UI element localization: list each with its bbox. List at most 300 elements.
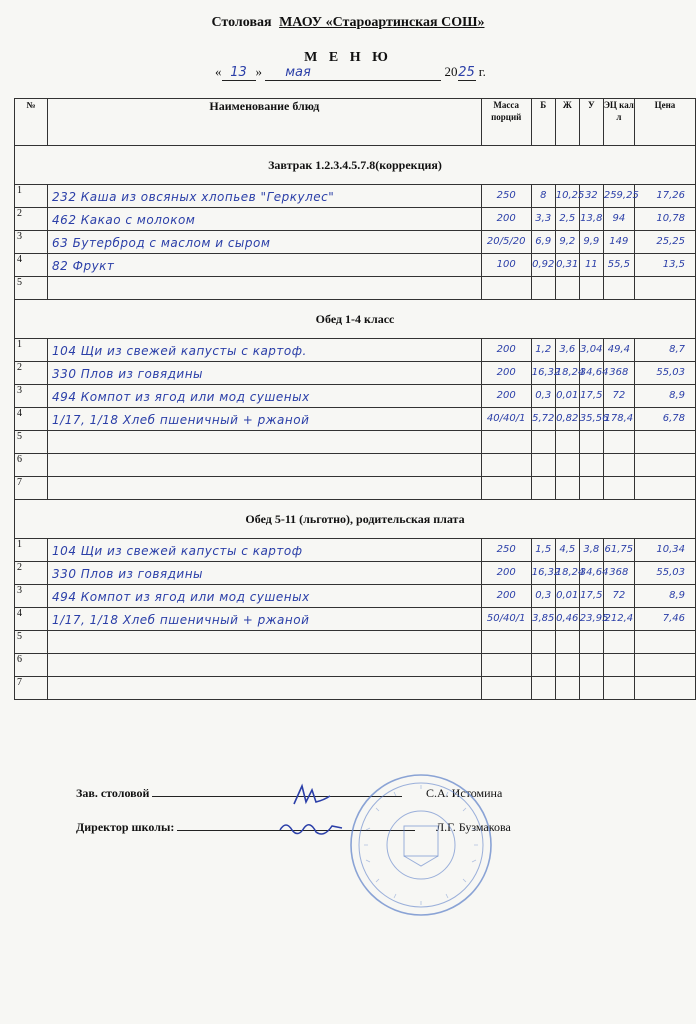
fat-cell	[555, 539, 579, 562]
energy-cell	[603, 454, 634, 477]
energy	[604, 431, 634, 436]
carbs: 17,5	[580, 590, 603, 601]
protein-cell	[531, 385, 555, 408]
portion-mass-cell	[481, 608, 531, 631]
energy	[604, 677, 634, 682]
protein: 3,85	[532, 613, 555, 624]
carbs-cell	[579, 608, 609, 631]
carbs-cell	[579, 477, 603, 500]
header-num: №	[15, 99, 48, 146]
fat: 10,25	[555, 190, 585, 201]
price-cell	[634, 608, 695, 631]
dish-name: 82 Фрукт	[52, 259, 115, 273]
fat-cell	[555, 408, 579, 431]
energy	[604, 277, 634, 282]
dish-name-cell	[48, 608, 482, 631]
portion-mass: 50/40/1	[486, 613, 526, 624]
portion-mass-cell	[481, 254, 531, 277]
portion-mass	[482, 677, 531, 682]
portion-mass-cell	[481, 231, 531, 254]
protein-cell	[531, 585, 555, 608]
protein	[532, 677, 555, 682]
price: 10,34	[656, 544, 685, 555]
protein: 8	[540, 190, 547, 201]
row-number-cell: 3	[15, 231, 48, 254]
energy	[604, 454, 634, 459]
price-cell	[634, 231, 695, 254]
dish-name-cell	[48, 362, 482, 385]
portion-mass: 250	[496, 190, 516, 201]
energy	[604, 477, 634, 482]
price-cell	[634, 408, 695, 431]
carbs-cell	[579, 277, 603, 300]
protein: 0,92	[532, 259, 555, 270]
section-title: Завтрак 1.2.3.4.5.7.8(коррекция)	[15, 146, 696, 185]
row-number-cell: 2	[15, 208, 48, 231]
price-cell	[634, 208, 695, 231]
table-row	[15, 208, 696, 231]
portion-mass: 100	[496, 259, 516, 270]
table-row	[15, 677, 696, 700]
row-number-cell: 6	[15, 654, 48, 677]
row-number-cell: 5	[15, 431, 48, 454]
portion-mass: 250	[496, 544, 516, 555]
carbs-cell	[579, 208, 603, 231]
portion-mass-cell	[481, 408, 531, 431]
portion-mass	[482, 277, 531, 282]
carbs-cell	[579, 654, 603, 677]
fat: 0,82	[556, 413, 579, 424]
portion-mass	[482, 631, 531, 636]
row-number-cell: 1	[15, 539, 48, 562]
energy-cell	[603, 677, 634, 700]
price-cell	[634, 339, 695, 362]
dish-name-cell	[48, 408, 482, 431]
protein: 16,32	[531, 567, 561, 578]
price-cell	[634, 539, 695, 562]
energy-cell	[603, 277, 634, 300]
protein-cell	[531, 654, 555, 677]
portion-mass-cell	[481, 362, 531, 385]
energy: 259,25	[603, 190, 639, 201]
carbs: 11	[584, 259, 598, 270]
portion-mass	[482, 454, 531, 459]
carbs	[580, 677, 603, 682]
carbs-cell	[579, 408, 609, 431]
dish-name: 1/17, 1/18 Хлеб пшеничный + ржаной	[52, 613, 310, 627]
row-number-cell: 3	[15, 585, 48, 608]
price-cell	[634, 431, 695, 454]
table-row	[15, 477, 696, 500]
fat	[556, 277, 579, 282]
protein: 1,5	[535, 544, 552, 555]
fat: 4,5	[559, 544, 576, 555]
carbs: 23,95	[579, 613, 609, 624]
fat-cell	[555, 277, 579, 300]
energy-cell	[603, 385, 634, 408]
carbs: 13,8	[580, 213, 603, 224]
document-title	[0, 15, 696, 31]
price: 10,78	[656, 213, 685, 224]
table-row	[15, 539, 696, 562]
price-cell	[634, 385, 695, 408]
energy-cell	[603, 631, 634, 654]
dish-name-cell	[48, 454, 482, 477]
price-cell	[634, 654, 695, 677]
protein-cell	[531, 277, 555, 300]
energy-cell	[603, 185, 639, 208]
dish-name-cell	[48, 654, 482, 677]
fat-cell	[555, 385, 579, 408]
dish-name-cell	[48, 277, 482, 300]
table-header-row	[15, 99, 696, 146]
protein-cell	[531, 208, 555, 231]
portion-mass: 40/40/1	[486, 413, 526, 424]
dish-name-cell	[48, 562, 482, 585]
portion-mass-cell	[481, 385, 531, 408]
director-handwritten-signature	[276, 816, 346, 842]
portion-mass-cell	[481, 454, 531, 477]
date-quote-close: »	[255, 64, 262, 79]
dish-name-cell	[48, 585, 482, 608]
table-row	[15, 385, 696, 408]
portion-mass-cell	[481, 562, 531, 585]
protein-cell	[531, 431, 555, 454]
fat-cell	[555, 562, 585, 585]
fat-cell	[555, 654, 579, 677]
protein-cell	[531, 362, 561, 385]
carbs: 34,64	[579, 367, 609, 378]
energy-cell	[603, 654, 634, 677]
table-row	[15, 254, 696, 277]
carbs-cell	[579, 231, 603, 254]
price: 8,7	[669, 344, 685, 355]
protein: 5,72	[532, 413, 555, 424]
date-suffix: г.	[478, 64, 486, 79]
portion-mass: 200	[496, 390, 516, 401]
carbs	[580, 431, 603, 436]
energy: 149	[609, 236, 629, 247]
energy-cell	[603, 208, 634, 231]
carbs-cell	[579, 254, 603, 277]
row-number-cell: 4	[15, 254, 48, 277]
dish-name-cell	[48, 631, 482, 654]
energy-cell	[603, 408, 634, 431]
dish-name-cell	[48, 385, 482, 408]
price-cell	[634, 477, 695, 500]
table-row	[15, 585, 696, 608]
protein: 6,9	[535, 236, 552, 247]
price: 13,5	[662, 259, 685, 270]
carbs-cell	[579, 431, 603, 454]
carbs: 9,9	[583, 236, 600, 247]
protein-cell	[531, 608, 555, 631]
dish-name: 494 Компот из ягод или мод сушеных	[52, 590, 310, 604]
fat	[556, 477, 579, 482]
price	[635, 277, 695, 282]
fat-cell	[555, 608, 579, 631]
table-row	[15, 339, 696, 362]
energy-cell	[603, 608, 634, 631]
dish-name-cell	[48, 431, 482, 454]
protein-cell	[531, 631, 555, 654]
fat: 18,24	[555, 567, 585, 578]
protein-cell	[531, 677, 555, 700]
canteen-handwritten-signature	[290, 782, 350, 812]
table-body	[15, 146, 696, 700]
fat: 18,24	[555, 367, 585, 378]
dish-name: 1/17, 1/18 Хлеб пшеничный + ржаной	[52, 413, 310, 427]
price: 17,26	[656, 190, 685, 201]
dish-name-cell	[48, 254, 482, 277]
fat	[556, 454, 579, 459]
fat-cell	[555, 362, 585, 385]
dish-name-cell	[48, 539, 482, 562]
portion-mass-cell	[481, 431, 531, 454]
header-mass: Масса порций	[481, 99, 531, 146]
header-name: Наименование блюд	[48, 99, 482, 146]
portion-mass: 20/5/20	[486, 236, 526, 247]
carbs: 34,64	[579, 567, 609, 578]
table-row	[15, 562, 696, 585]
energy-cell	[603, 254, 634, 277]
table-row	[15, 654, 696, 677]
fat	[556, 631, 579, 636]
protein-cell	[531, 477, 555, 500]
portion-mass-cell	[481, 654, 531, 677]
row-number-cell: 6	[15, 454, 48, 477]
protein-cell	[531, 454, 555, 477]
fat	[556, 654, 579, 659]
table-row	[15, 362, 696, 385]
fat-cell	[555, 631, 579, 654]
carbs	[580, 631, 603, 636]
carbs-cell	[579, 339, 603, 362]
protein-cell	[531, 562, 561, 585]
date-quote-open: «	[215, 64, 222, 79]
director-label: Директор школы:	[76, 820, 175, 834]
price	[635, 631, 695, 636]
portion-mass-cell	[481, 277, 531, 300]
energy: 72	[612, 390, 626, 401]
protein	[532, 477, 555, 482]
protein: 0,3	[535, 390, 552, 401]
energy	[604, 631, 634, 636]
energy-cell	[603, 539, 634, 562]
protein	[532, 454, 555, 459]
table-row	[15, 608, 696, 631]
section-header-row	[15, 500, 696, 539]
price-cell	[634, 677, 695, 700]
carbs-cell	[579, 677, 603, 700]
row-number-cell: 2	[15, 362, 48, 385]
dish-name: 330 Плов из говядины	[52, 367, 204, 381]
carbs-cell	[579, 385, 603, 408]
protein-cell	[531, 339, 555, 362]
carbs-cell	[579, 562, 609, 585]
dish-name	[48, 277, 481, 282]
energy-cell	[603, 231, 634, 254]
protein-cell	[531, 254, 555, 277]
portion-mass-cell	[481, 208, 531, 231]
header-price: Цена	[634, 99, 695, 146]
portion-mass-cell	[481, 677, 531, 700]
energy	[604, 654, 634, 659]
table-row	[15, 631, 696, 654]
table-row	[15, 431, 696, 454]
date-year: 25	[458, 65, 475, 80]
energy-cell	[603, 477, 634, 500]
dish-name-cell	[48, 339, 482, 362]
row-number-cell: 3	[15, 385, 48, 408]
canteen-head-name: С.А. Истомина	[426, 786, 503, 800]
table-row	[15, 185, 696, 208]
fat: 0,01	[556, 390, 579, 401]
fat-cell	[555, 339, 579, 362]
school-name: МАОУ «Староартинская СОШ»	[279, 15, 485, 30]
date-month: мая	[265, 65, 441, 81]
section-title: Обед 5-11 (льготно), родительская плата	[15, 500, 696, 539]
price-cell	[634, 631, 695, 654]
fat: 3,6	[559, 344, 576, 355]
dish-name-cell	[48, 477, 482, 500]
carbs: 35,56	[579, 413, 609, 424]
section-header-row	[15, 146, 696, 185]
dish-name: 104 Щи из свежей капусты с картоф.	[52, 344, 307, 358]
dish-name-cell	[48, 185, 482, 208]
dish-name: 462 Какао с молоком	[52, 213, 196, 227]
dish-name	[48, 477, 481, 482]
date-year-prefix: 20	[444, 64, 458, 79]
portion-mass: 200	[496, 590, 516, 601]
carbs	[580, 477, 603, 482]
price-cell	[634, 562, 695, 585]
protein-cell	[531, 231, 555, 254]
protein-cell	[531, 408, 555, 431]
price	[635, 454, 695, 459]
price-cell	[634, 277, 695, 300]
portion-mass: 200	[496, 213, 516, 224]
row-number-cell: 5	[15, 277, 48, 300]
price	[635, 431, 695, 436]
energy: 212,4	[604, 613, 634, 624]
price: 6,78	[662, 413, 685, 424]
fat-cell	[555, 454, 579, 477]
protein-cell	[531, 539, 555, 562]
row-number-cell: 4	[15, 408, 48, 431]
dish-name: 330 Плов из говядины	[52, 567, 204, 581]
fat-cell	[555, 477, 579, 500]
row-number-cell: 1	[15, 339, 48, 362]
dish-name: 104 Щи из свежей капусты с картоф	[52, 544, 303, 558]
fat-cell	[555, 677, 579, 700]
dish-name: 63 Бутерброд с маслом и сыром	[52, 236, 271, 250]
title-prefix: Столовая	[211, 15, 272, 30]
dish-name	[48, 654, 481, 659]
canteen-label: Зав. столовой	[76, 786, 150, 800]
protein: 0,3	[535, 590, 552, 601]
portion-mass-cell	[481, 539, 531, 562]
header-b: Б	[531, 99, 555, 146]
portion-mass	[482, 477, 531, 482]
carbs	[580, 454, 603, 459]
portion-mass-cell	[481, 477, 531, 500]
row-number-cell: 4	[15, 608, 48, 631]
section-header-row	[15, 300, 696, 339]
dish-name: 494 Компот из ягод или мод сушеных	[52, 390, 310, 404]
price: 55,03	[656, 367, 685, 378]
dish-name-cell	[48, 677, 482, 700]
fat-cell	[555, 585, 579, 608]
date-line	[215, 64, 486, 81]
row-number-cell: 7	[15, 477, 48, 500]
carbs	[580, 654, 603, 659]
energy: 368	[609, 367, 629, 378]
row-number-cell: 5	[15, 631, 48, 654]
dish-name	[48, 631, 481, 636]
price	[635, 677, 695, 682]
fat-cell	[555, 431, 579, 454]
protein: 16,32	[531, 367, 561, 378]
portion-mass	[482, 431, 531, 436]
energy: 72	[612, 590, 626, 601]
portion-mass-cell	[481, 185, 531, 208]
energy: 61,75	[604, 544, 634, 555]
header-j: Ж	[555, 99, 579, 146]
protein	[532, 654, 555, 659]
energy: 368	[609, 567, 629, 578]
dish-name: 232 Каша из овсяных хлопьев "Геркулес"	[52, 190, 335, 204]
carbs: 3,8	[583, 544, 600, 555]
price: 7,46	[662, 613, 685, 624]
energy-cell	[603, 585, 634, 608]
price-cell	[634, 254, 695, 277]
section-title: Обед 1-4 класс	[15, 300, 696, 339]
portion-mass: 200	[496, 567, 516, 578]
carbs-cell	[579, 585, 603, 608]
fat-cell	[555, 231, 579, 254]
carbs: 32	[584, 190, 598, 201]
table-row	[15, 277, 696, 300]
header-energy: ЭЦ кал л	[603, 99, 634, 146]
price	[635, 654, 695, 659]
energy-cell	[603, 431, 634, 454]
energy: 49,4	[607, 344, 630, 355]
price: 55,03	[656, 567, 685, 578]
protein: 1,2	[535, 344, 552, 355]
fat-cell	[555, 208, 579, 231]
carbs	[580, 277, 603, 282]
row-number-cell: 2	[15, 562, 48, 585]
protein	[532, 631, 555, 636]
portion-mass-cell	[481, 339, 531, 362]
price: 25,25	[656, 236, 685, 247]
menu-table	[14, 98, 696, 700]
dish-name-cell	[48, 231, 482, 254]
portion-mass: 200	[496, 344, 516, 355]
price-cell	[634, 362, 695, 385]
fat: 9,2	[559, 236, 576, 247]
energy: 55,5	[607, 259, 630, 270]
portion-mass-cell	[481, 631, 531, 654]
dish-name	[48, 431, 481, 436]
energy-cell	[603, 339, 634, 362]
row-number-cell: 7	[15, 677, 48, 700]
portion-mass: 200	[496, 367, 516, 378]
row-number-cell: 1	[15, 185, 48, 208]
menu-heading: М Е Н Ю	[304, 50, 392, 65]
protein: 3,3	[535, 213, 552, 224]
